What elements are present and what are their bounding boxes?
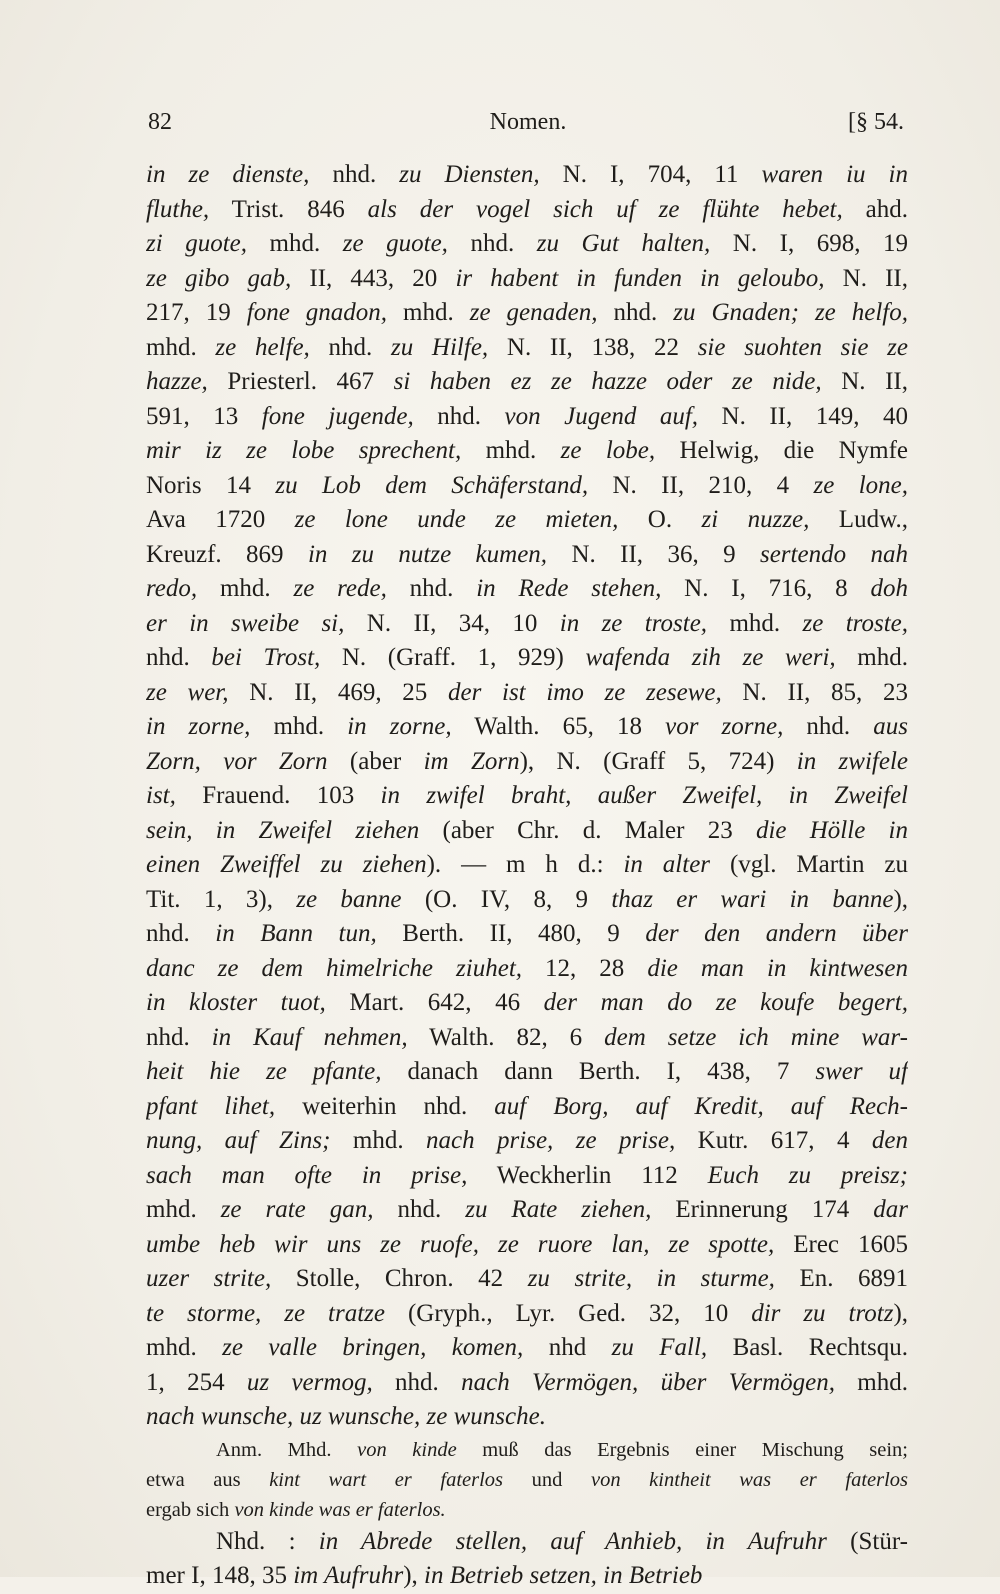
text-run: mhd.	[834, 1368, 908, 1396]
body-line	[146, 158, 908, 193]
italic-text: zi guote,	[146, 230, 247, 257]
italic-text: thaz er wari in banne	[611, 885, 894, 913]
italic-text: bei Trost,	[211, 644, 321, 671]
body-line	[146, 296, 908, 331]
italic-text: Euch zu preisz;	[707, 1161, 908, 1189]
text-run: mhd.	[461, 437, 561, 464]
body-line	[146, 986, 908, 1021]
body-line	[146, 607, 908, 642]
text-run: N. II, 149, 40	[698, 402, 908, 430]
italic-text: in Betrieb setzen, in Betrieb	[424, 1562, 703, 1589]
italic-text: in ze dienste,	[146, 161, 310, 188]
text-run: Kutr. 617, 4	[675, 1127, 872, 1154]
italic-text: si haben ez ze hazze oder ze nide,	[393, 368, 822, 395]
italic-text: ze rede,	[293, 575, 387, 602]
italic-text: ir habent in funden in geloubo,	[455, 264, 825, 292]
text-run: Kreuzf. 869	[146, 540, 308, 568]
text-run: mhd.	[387, 299, 470, 326]
text-run: N. I, 716, 8	[661, 575, 871, 602]
italic-text: im Aufruhr	[293, 1562, 404, 1589]
italic-text: die Hölle in	[755, 816, 908, 844]
italic-text: sie suohten sie ze	[697, 333, 908, 361]
body-line	[146, 779, 908, 814]
italic-text: in zwifele	[796, 747, 908, 775]
italic-text: danc ze dem himelriche ziuhet,	[146, 954, 523, 982]
text-run: nhd.	[372, 1368, 462, 1396]
body-line	[146, 952, 908, 987]
body-line	[146, 1228, 908, 1263]
text-run: Ava 1720	[146, 506, 295, 533]
body-line	[146, 883, 908, 918]
text-run: N. II, 36, 9	[547, 540, 760, 568]
italic-text: von Jugend auf,	[504, 402, 699, 430]
italic-text: vor zorne,	[665, 713, 784, 740]
italic-text: zu Hilfe,	[390, 333, 489, 361]
italic-text: ze lone unde ze mieten,	[294, 506, 619, 533]
text-run: Weckherlin 112	[467, 1161, 708, 1189]
italic-text: von kinde was er faterlos.	[234, 1498, 446, 1521]
italic-text: in Kauf nehmen,	[211, 1023, 408, 1051]
body-line	[146, 1159, 908, 1194]
italic-text: uzer strite,	[146, 1265, 272, 1292]
text-run: nhd.	[413, 402, 505, 430]
italic-text: in kloster tuot,	[146, 989, 326, 1016]
italic-text: in Bann tun,	[215, 920, 377, 947]
italic-text: mir iz ze lobe sprechent,	[146, 437, 462, 464]
italic-text: in Rede stehen,	[476, 575, 662, 602]
text-run: Ludw.,	[809, 506, 908, 533]
italic-text: sertendo nah	[759, 540, 908, 568]
page-number: 82	[148, 109, 172, 135]
text-run: nhd.	[146, 1023, 212, 1051]
italic-text: in zorne,	[146, 713, 251, 740]
italic-text: einen Zweiffel zu ziehen	[146, 851, 427, 878]
body-line	[146, 1090, 908, 1125]
italic-text: ze guote,	[342, 230, 448, 257]
italic-text: zu Lob dem Schäferstand,	[275, 471, 589, 499]
italic-text: ist,	[146, 782, 176, 809]
italic-text: wafenda zih ze weri,	[585, 644, 836, 671]
text-run: Basl. Rechtsqu.	[707, 1334, 908, 1361]
italic-text: ze valle bringen, komen,	[222, 1334, 524, 1361]
text-run: nhd.	[309, 161, 400, 188]
italic-text: ze troste,	[802, 609, 908, 637]
italic-text: sach man ofte in prise,	[146, 1161, 468, 1189]
text-run: N. I, 698, 19	[710, 230, 908, 257]
text-run: mhd.	[146, 1334, 223, 1361]
italic-text: fone jugende,	[261, 402, 414, 430]
text-run: mhd.	[146, 333, 216, 361]
italic-text: ze rate gan,	[220, 1196, 374, 1223]
text-run: N. II,	[824, 264, 908, 292]
body-line	[146, 1021, 908, 1056]
body-line	[146, 434, 908, 469]
body-line	[146, 1400, 908, 1435]
italic-text: aus	[873, 713, 908, 740]
body-line	[146, 365, 908, 400]
italic-text: in alter	[623, 851, 711, 878]
body-line	[146, 1055, 908, 1090]
running-title: Nomen.	[489, 109, 567, 135]
body-line	[146, 262, 908, 297]
italic-text: zu Fall,	[611, 1334, 708, 1361]
text-run: mhd.	[330, 1127, 427, 1154]
italic-text: ze lobe,	[560, 437, 656, 464]
italic-text: ze lone,	[813, 471, 908, 499]
text-run: Priesterl. 467	[207, 368, 394, 395]
body-line	[146, 1124, 908, 1159]
final-paragraph	[146, 1525, 908, 1594]
italic-text: nach Vermögen, über Vermögen,	[461, 1368, 835, 1396]
italic-text: auf Borg, auf Kredit, auf Rech-	[494, 1092, 908, 1120]
text-run: ). — m h d.:	[426, 851, 624, 878]
italic-text: der man do ze koufe begert,	[543, 989, 908, 1016]
text-run: Mart. 642, 46	[325, 989, 544, 1016]
text-run: nhd.	[309, 333, 391, 361]
body-line	[146, 503, 908, 538]
italic-text: te storme, ze tratze	[146, 1299, 385, 1327]
italic-text: er in sweibe si,	[146, 609, 345, 637]
text-run: muß das Ergebnis einer Mischung sein;	[456, 1438, 908, 1461]
body-line	[146, 538, 908, 573]
text-run: En. 6891	[774, 1265, 908, 1292]
italic-text: waren iu in	[761, 161, 908, 188]
text-run: ahd.	[842, 195, 908, 223]
body-line	[146, 1331, 908, 1366]
text-run: Erec 1605	[774, 1230, 908, 1258]
text-run: 12, 28	[522, 954, 648, 982]
italic-text: dem setze ich mine war-	[604, 1023, 908, 1051]
body-line	[146, 469, 908, 504]
text-run: ), N. (Graff 5, 724)	[519, 747, 797, 775]
italic-text: als der vogel sich uf ze flühte hebet,	[367, 195, 843, 223]
text-run: mer I, 148, 35	[146, 1562, 294, 1589]
italic-text: nung, auf Zins;	[146, 1127, 331, 1154]
text-run: O.	[618, 506, 702, 533]
text-run: (Stür-	[826, 1527, 908, 1555]
main-paragraph	[146, 158, 908, 1435]
italic-text: ze wer,	[146, 678, 229, 706]
italic-text: sein, in Zweifel ziehen	[146, 816, 420, 844]
body-line	[146, 331, 908, 366]
italic-text: heit hie ze pfante,	[146, 1058, 382, 1085]
text-run: mhd.	[197, 575, 294, 602]
text-run: und	[503, 1468, 591, 1491]
body-line	[146, 1366, 908, 1401]
italic-text: der den andern über	[645, 920, 908, 947]
text-run: Nhd. :	[216, 1527, 319, 1555]
text-run: nhd.	[373, 1196, 466, 1223]
italic-text: dir zu trotz	[751, 1299, 894, 1327]
italic-text: den	[871, 1127, 908, 1154]
body-line	[146, 1262, 908, 1297]
italic-text: kint wart er faterlos	[269, 1468, 504, 1491]
italic-text: nach wunsche, uz wunsche, ze wunsche.	[146, 1403, 546, 1430]
text-run: Erinnerung 174	[651, 1196, 874, 1223]
body-line	[146, 400, 908, 435]
text-run: N. II, 138, 22	[488, 333, 698, 361]
text-run: danach dann Berth. I, 438, 7	[381, 1058, 816, 1085]
text-run: Helwig, die Nymfe	[655, 437, 908, 464]
text-run: N. II,	[821, 368, 908, 395]
italic-text: in zu nutze kumen,	[307, 540, 548, 568]
body-line	[146, 1193, 908, 1228]
body-line	[146, 641, 908, 676]
italic-text: der ist imo ze zesewe,	[447, 678, 722, 706]
italic-text: in ze troste,	[559, 609, 708, 637]
italic-text: im Zorn	[423, 747, 520, 775]
text-run: 1, 254	[146, 1368, 247, 1396]
body-line	[146, 710, 908, 745]
text-run: II, 443, 20	[291, 264, 456, 292]
text-run: (aber	[327, 747, 424, 775]
italic-text: Zorn, vor Zorn	[146, 747, 328, 775]
text-run: (aber Chr. d. Maler 23	[419, 816, 756, 844]
text-run: N. II, 210, 4	[588, 471, 814, 499]
note-line	[146, 1495, 908, 1525]
italic-text: ze helfe,	[215, 333, 310, 361]
italic-text: von kinde	[357, 1438, 457, 1461]
italic-text: redo,	[146, 575, 198, 602]
body-line	[146, 193, 908, 228]
text-run: N. I, 704, 11	[539, 161, 762, 188]
italic-text: in zorne,	[347, 713, 452, 740]
italic-text: zu Diensten,	[399, 161, 540, 188]
body-line	[146, 917, 908, 952]
italic-text: swer uf	[815, 1058, 908, 1085]
final-line	[146, 1525, 908, 1560]
italic-text: ze genaden,	[469, 299, 598, 326]
body-line	[146, 227, 908, 262]
text-run: Trist. 846	[209, 195, 368, 223]
italic-text: ze banne	[296, 885, 402, 913]
italic-text: die man in kintwesen	[647, 954, 908, 982]
text-run: ),	[893, 885, 908, 913]
italic-text: dar	[873, 1196, 908, 1223]
text-run: nhd	[523, 1334, 612, 1361]
text-run: nhd.	[386, 575, 477, 602]
text-run: (vgl. Martin zu	[710, 851, 908, 878]
text-run: 217, 19	[146, 299, 247, 326]
body-line	[146, 572, 908, 607]
body-line	[146, 1297, 908, 1332]
text-run: Walth. 65, 18	[451, 713, 666, 740]
italic-text: zi nuzze,	[701, 506, 810, 533]
text-run: Stolle, Chron. 42	[271, 1265, 528, 1292]
italic-text: hazze,	[146, 368, 208, 395]
italic-text: in zwifel braht, außer Zweifel, in Zweifel	[380, 782, 908, 809]
italic-text: zu Gut halten,	[536, 230, 711, 257]
italic-text: zu strite, in sturme,	[527, 1265, 775, 1292]
text-run: N. II, 85, 23	[721, 678, 908, 706]
text-run: Berth. II, 480, 9	[376, 920, 646, 947]
section-reference: [§ 54.	[848, 109, 904, 135]
italic-text: doh	[870, 575, 908, 602]
body-line	[146, 676, 908, 711]
text-run: Frauend. 103	[175, 782, 381, 809]
text-run: Walth. 82, 6	[407, 1023, 605, 1051]
text-run: (Gryph., Lyr. Ged. 32, 10	[385, 1299, 752, 1327]
body-line	[146, 745, 908, 780]
note-paragraph	[146, 1435, 908, 1525]
body-line	[146, 848, 908, 883]
text-run: nhd.	[146, 920, 216, 947]
final-line	[146, 1559, 908, 1594]
italic-text: nach prise, ze prise,	[426, 1127, 676, 1154]
text-run: Tit. 1, 3),	[146, 885, 297, 913]
text-run: 591, 13	[146, 402, 262, 430]
italic-text: umbe heb wir uns ze ruofe, ze ruore lan, ze spotte,	[146, 1230, 775, 1258]
text-run: mhd.	[247, 230, 343, 257]
italic-text: uz vermog,	[246, 1368, 373, 1396]
italic-text: fone gnadon,	[246, 299, 388, 326]
text-run: Noris 14	[146, 471, 276, 499]
text-run: Anm. Mhd.	[216, 1438, 358, 1461]
text-run: mhd.	[707, 609, 803, 637]
text-run: ),	[403, 1562, 425, 1589]
text-run: ),	[893, 1299, 908, 1327]
text-run: nhd.	[146, 644, 212, 671]
text-run: nhd.	[447, 230, 537, 257]
text-run: ergab sich	[146, 1498, 235, 1521]
text-run: N. II, 34, 10	[344, 609, 560, 637]
body-line	[146, 814, 908, 849]
italic-text: zu Rate ziehen,	[465, 1196, 652, 1223]
note-line	[146, 1435, 908, 1465]
text-run: nhd.	[783, 713, 874, 740]
note-line	[146, 1465, 908, 1495]
text-run: etwa aus	[146, 1468, 270, 1491]
italic-text: in Abrede stellen, auf Anhieb, in Aufruhr	[318, 1527, 827, 1555]
italic-text: fluthe,	[146, 195, 210, 223]
text-run: mhd.	[250, 713, 348, 740]
italic-text: ze gibo gab,	[146, 264, 292, 292]
text-body	[146, 158, 908, 1594]
text-run: nhd.	[597, 299, 674, 326]
text-run: weiterhin nhd.	[275, 1092, 495, 1120]
italic-text: zu Gnaden; ze helfo,	[673, 299, 908, 326]
text-run: N. (Graff. 1, 929)	[320, 644, 586, 671]
italic-text: von kintheit was er faterlos	[590, 1468, 908, 1491]
running-header	[148, 104, 908, 140]
text-run: N. II, 469, 25	[228, 678, 448, 706]
text-run: mhd.	[146, 1196, 221, 1223]
text-run: mhd.	[835, 644, 908, 671]
text-run: (O. IV, 8, 9	[401, 885, 612, 913]
italic-text: pfant lihet,	[146, 1092, 276, 1120]
